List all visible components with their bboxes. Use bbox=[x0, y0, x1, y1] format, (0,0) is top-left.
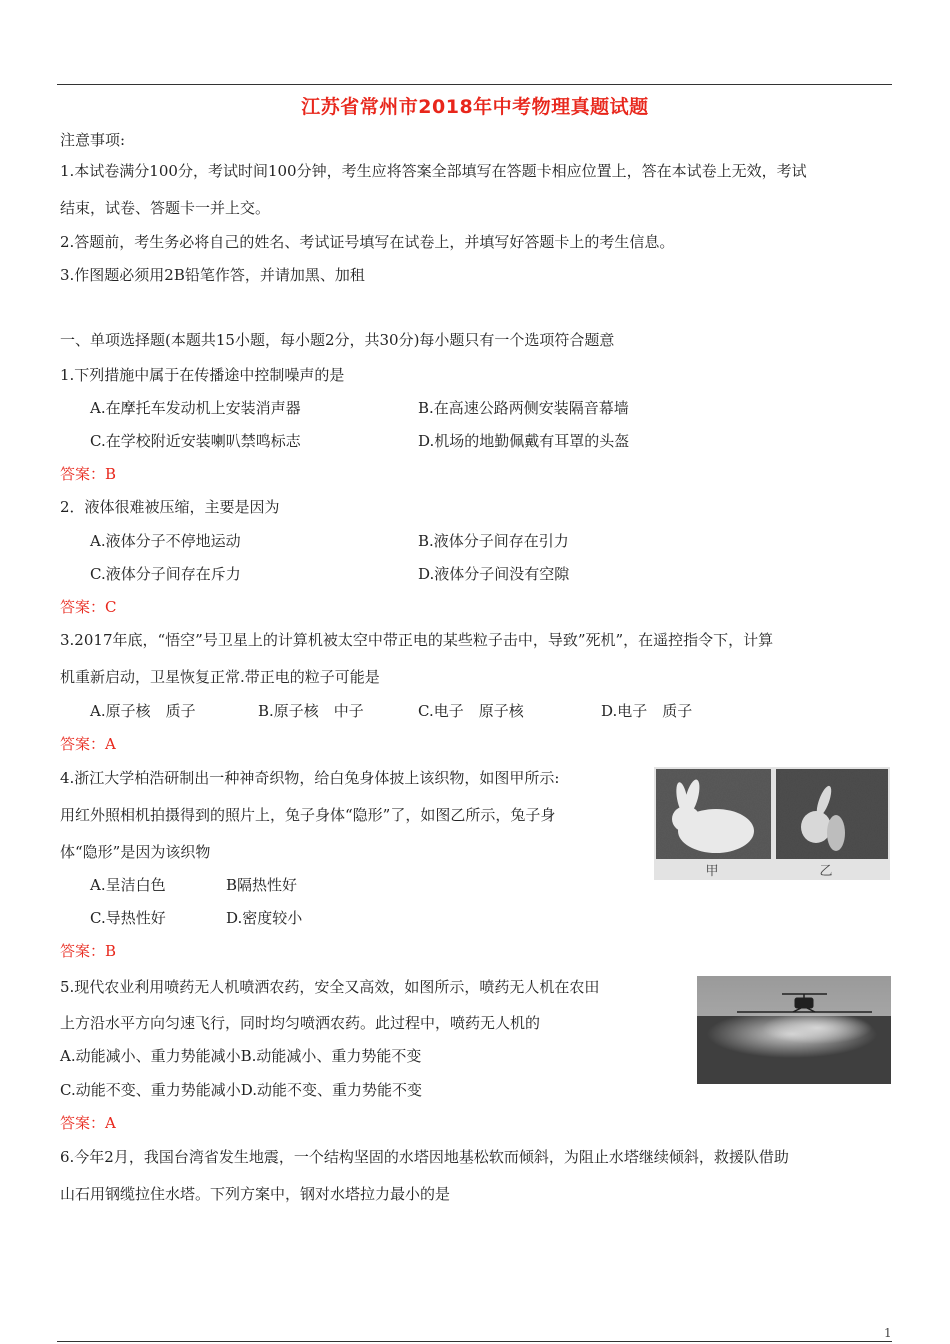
q4-stem-line-2: 用红外照相机拍摄得到的照片上，兔子身体“隐形”了，如图乙所示，兔子身 bbox=[60, 806, 556, 824]
q4-option-d: D.密度较小 bbox=[226, 909, 303, 927]
note-2: 2.答题前，考生务必将自己的姓名、考试证号填写在试卷上，并填写好答题卡上的考生信息。 bbox=[60, 233, 675, 251]
q5-options-ab: A.动能减小、重力势能减小B.动能减小、重力势能不变 bbox=[60, 1047, 422, 1065]
drone-photo bbox=[697, 976, 891, 1084]
q2-option-a: A.液体分子不停地运动 bbox=[90, 532, 241, 550]
note-1-line-1: 1.本试卷满分100分，考试时间100分钟，考生应将答案全部填写在答题卡相应位置上，答在本试卷上无效，考试 bbox=[60, 162, 807, 180]
q6-stem-line-2: 山石用钢缆拉住水塔。下列方案中，钢对水塔拉力最小的是 bbox=[60, 1185, 451, 1203]
q4-stem-line-3: 体“隐形”是因为该织物 bbox=[60, 843, 211, 861]
q1-option-d: D.机场的地勤佩戴有耳罩的头盔 bbox=[418, 432, 630, 450]
q1-option-c: C.在学校附近安装喇叭禁鸣标志 bbox=[90, 432, 301, 450]
rabbit-photo bbox=[654, 767, 890, 880]
q4-answer: 答案：B bbox=[60, 942, 117, 960]
q4-option-c: C.导热性好 bbox=[90, 909, 166, 927]
q2-option-c: C.液体分子间存在斥力 bbox=[90, 565, 241, 583]
q3-option-c: C.电子 原子核 bbox=[418, 702, 524, 720]
q1-option-a: A.在摩托车发动机上安装消声器 bbox=[90, 399, 301, 417]
q2-answer: 答案：C bbox=[60, 598, 117, 616]
q6-stem-line-1: 6.今年2月，我国台湾省发生地震，一个结构坚固的水塔因地基松软而倾斜，为阻止水塔继续倾斜，救援队借助 bbox=[60, 1148, 789, 1166]
q3-stem-line-2: 机重新启动，卫星恢复正常.带正电的粒子可能是 bbox=[60, 668, 380, 686]
notes-heading: 注意事项: bbox=[60, 131, 126, 149]
page-number: 1 bbox=[884, 1326, 892, 1340]
q4-option-b: B隔热性好 bbox=[226, 876, 298, 894]
q3-option-b: B.原子核 中子 bbox=[258, 702, 364, 720]
top-rule bbox=[57, 84, 892, 85]
q2-stem: 2．液体很难被压缩，主要是因为 bbox=[60, 498, 280, 516]
q1-stem: 1.下列措施中属于在传播途中控制噪声的是 bbox=[60, 366, 345, 384]
bottom-rule bbox=[57, 1341, 892, 1342]
q3-answer: 答案：A bbox=[60, 735, 116, 753]
q2-option-b: B.液体分子间存在引力 bbox=[418, 532, 569, 550]
figure-label-yi: 乙 bbox=[819, 864, 833, 879]
q2-option-d: D.液体分子间没有空隙 bbox=[418, 565, 570, 583]
note-3: 3.作图题必须用2B铅笔作答，并请加黑、加租 bbox=[60, 266, 365, 284]
q3-stem-line-1: 3.2017年底，“悟空”号卫星上的计算机被太空中带正电的某些粒子击中，导致”死机”，在遥控指令下，计算 bbox=[60, 631, 774, 649]
figure-label-jia: 甲 bbox=[705, 864, 719, 879]
page-title: 江苏省常州市2018年中考物理真题试题 bbox=[301, 96, 649, 118]
q4-stem-line-1: 4.浙江大学柏浩研制出一种神奇织物，给白兔身体披上该织物，如图甲所示: bbox=[60, 769, 560, 787]
q1-option-b: B.在高速公路两侧安装隔音幕墙 bbox=[418, 399, 629, 417]
section-heading: 一、单项选择题(本题共15小题，每小题2分，共30分)每小题只有一个选项符合题意 bbox=[60, 331, 615, 349]
q3-option-a: A.原子核 质子 bbox=[90, 702, 196, 720]
q3-option-d: D.电子 质子 bbox=[601, 702, 693, 720]
q4-option-a: A.呈洁白色 bbox=[90, 876, 166, 894]
q5-stem-line-2: 上方沿水平方向匀速飞行，同时均匀喷洒农药。此过程中，喷药无人机的 bbox=[60, 1014, 541, 1032]
q5-options-cd: C.动能不变、重力势能减小D.动能不变、重力势能不变 bbox=[60, 1081, 422, 1099]
note-1-line-2: 结束，试卷、答题卡一并上交。 bbox=[60, 199, 271, 217]
q1-answer: 答案：B bbox=[60, 465, 117, 483]
q5-answer: 答案：A bbox=[60, 1114, 116, 1132]
q5-stem-line-1: 5.现代农业利用喷药无人机喷洒农药，安全又高效，如图所示，喷药无人机在农田 bbox=[60, 978, 600, 996]
